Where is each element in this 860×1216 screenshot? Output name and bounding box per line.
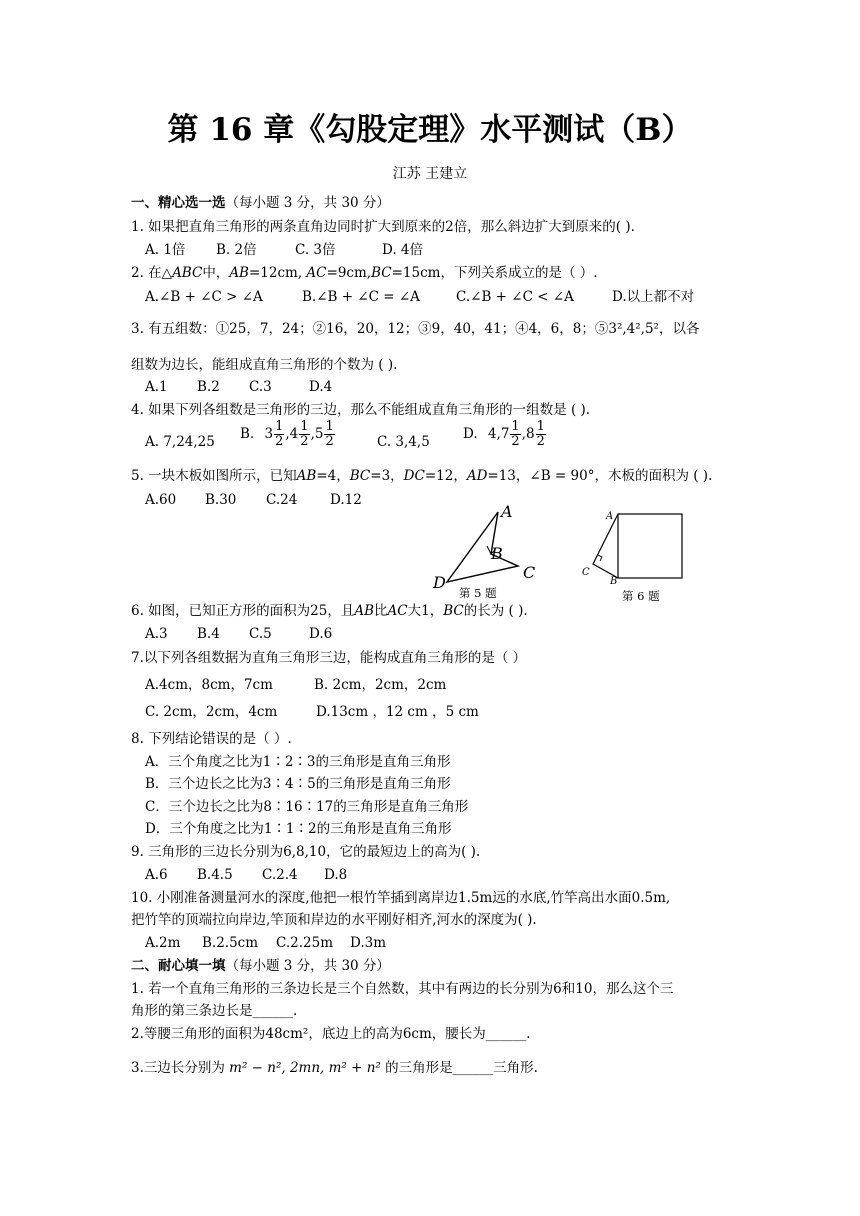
q5-var: AD bbox=[466, 468, 488, 484]
q6-var: AC bbox=[387, 603, 408, 619]
fraction: $\frac{1}{2}$ bbox=[536, 419, 545, 449]
figure-5-label-a: A bbox=[501, 502, 513, 521]
q4-b-label: B. bbox=[240, 426, 255, 442]
question-10-line2: 把竹竿的顶端拉向岸边,竿顶和岸边的水平刚好相齐,河水的深度为( ). bbox=[131, 912, 537, 928]
q7-option-b: B. 2cm，2cm，2cm bbox=[314, 677, 447, 693]
section-title: 一、精心选一选 bbox=[131, 195, 226, 211]
mixed-number-whole: 3 bbox=[264, 426, 274, 442]
q2-var: BC bbox=[371, 265, 392, 281]
q6-option-c: C.5 bbox=[249, 626, 272, 642]
q1-option-d: D. 4倍 bbox=[382, 242, 424, 258]
q8-option-b: B．三个边长之比为3∶4∶5的三角形是直角三角形 bbox=[145, 776, 451, 792]
q2-text: =12cm, bbox=[248, 265, 307, 281]
q10-option-c: C.2.25m bbox=[276, 935, 333, 951]
fraction: $\frac{1}{2}$ bbox=[275, 419, 284, 449]
q2-var: AB bbox=[229, 265, 249, 281]
q5-var: AB bbox=[296, 468, 317, 484]
q5-option-b: B.30 bbox=[205, 492, 237, 508]
q1-option-b: B. 2倍 bbox=[216, 242, 257, 258]
figure-5-quadrilateral bbox=[425, 498, 555, 604]
q1-option-a: A. 1倍 bbox=[145, 242, 186, 258]
question-10-line1: 10. 小刚准备测量河水的深度,他把一根竹竿插到离岸边1.5m远的水底,竹竿高出水面0.5m, bbox=[131, 890, 671, 906]
figure-6-label-c: C bbox=[582, 567, 590, 578]
q5-option-a: A.60 bbox=[145, 492, 177, 508]
q5-text: 5. 一块木板如图所示，已知 bbox=[131, 468, 297, 484]
q5-text: =12， bbox=[424, 468, 467, 484]
figure-6-square-triangle bbox=[576, 504, 686, 606]
q5-text: =4， bbox=[316, 468, 350, 484]
q6-text: 的长为 ( ). bbox=[463, 603, 528, 619]
q6-option-b: B.4 bbox=[197, 626, 220, 642]
question-6-stem bbox=[131, 601, 528, 621]
section-note: （每小题 3 分，共 30 分） bbox=[225, 195, 390, 211]
q5-text: =13，∠B = 90°，木板的面积为 ( ). bbox=[487, 468, 713, 484]
figure-5-label-c: C bbox=[523, 563, 536, 582]
q6-option-d: D.6 bbox=[309, 626, 333, 642]
q5-text: =3， bbox=[370, 468, 404, 484]
q3-option-a: A.1 bbox=[145, 379, 168, 395]
q5-var: BC bbox=[349, 468, 371, 484]
q10-option-d: D.3m bbox=[350, 935, 387, 951]
mixed-number-whole: ,8 bbox=[521, 426, 535, 442]
mixed-number-whole: ,4 bbox=[285, 426, 299, 442]
q10-option-a: A.2m bbox=[145, 935, 181, 951]
question-3-line2: 组数为边长，能组成直角三角形的个数为 ( ). bbox=[131, 357, 398, 373]
q3-option-b: B.2 bbox=[197, 379, 220, 395]
fill-2: 2.等腰三角形的面积为48cm²，底边上的高为6cm，腰长为______. bbox=[131, 1026, 531, 1042]
question-9-stem: 9. 三角形的三边长分别为6,8,10，它的最短边上的高为( ). bbox=[131, 844, 481, 860]
q2-text: 中， bbox=[202, 265, 230, 281]
page-title: 第 16 章《勾股定理》水平测试（B） bbox=[167, 112, 693, 148]
fraction: $\frac{1}{2}$ bbox=[511, 419, 520, 449]
fraction: $\frac{1}{2}$ bbox=[300, 419, 309, 449]
right-angle-mark bbox=[598, 555, 602, 561]
figure-6-caption: 第 6 题 bbox=[622, 589, 660, 603]
q1-option-c: C. 3倍 bbox=[295, 242, 336, 258]
q8-option-c: C．三个边长之比为8∶16∶17的三角形是直角三角形 bbox=[145, 799, 469, 815]
fill-1-line1: 1. 若一个直角三角形的三条边长是三个自然数，其中有两边的长分别为6和10，那么这个三 bbox=[131, 981, 674, 997]
section-heading-choice bbox=[131, 193, 390, 213]
q6-var: AB bbox=[354, 603, 375, 619]
q7-option-a: A.4cm，8cm，7cm bbox=[145, 677, 273, 693]
q9-option-d: D.8 bbox=[324, 867, 348, 883]
q9-option-b: B.4.5 bbox=[197, 867, 233, 883]
q4-d-label: D. bbox=[463, 426, 478, 442]
figure-6-label-a: A bbox=[606, 511, 614, 522]
q7-option-d: D.13cm ，12 cm ，5 cm bbox=[316, 704, 479, 720]
question-5-stem bbox=[131, 466, 712, 486]
fill-3 bbox=[131, 1058, 538, 1078]
fill-3-text: 的三角形是______三角形. bbox=[380, 1060, 538, 1076]
question-4-stem: 4. 如果下列各组数是三角形的三边，那么不能组成直角三角形的一组数是 ( ). bbox=[131, 402, 591, 418]
q4-option-d bbox=[463, 420, 547, 449]
q7-option-c: C. 2cm，2cm，4cm bbox=[145, 704, 278, 720]
fraction: $\frac{1}{2}$ bbox=[325, 419, 334, 449]
fill-1-line2: 角形的第三条边长是______. bbox=[131, 1003, 298, 1019]
mixed-number-whole: ,5 bbox=[310, 426, 324, 442]
q5-option-c: C.24 bbox=[266, 492, 298, 508]
q5-option-d: D.12 bbox=[330, 492, 362, 508]
q2-text: 2. 在△ bbox=[131, 265, 173, 281]
mixed-number-whole: 4,7 bbox=[487, 426, 510, 442]
q4-option-c: C. 3,4,5 bbox=[377, 434, 430, 450]
q4-option-a: A. 7,24,25 bbox=[145, 434, 215, 450]
section-heading-fill bbox=[131, 956, 390, 976]
q5-var: DC bbox=[403, 468, 425, 484]
section-title: 二、耐心填一填 bbox=[131, 958, 226, 974]
q2-option-c: C.∠B + ∠C < ∠A bbox=[456, 289, 574, 305]
q4-option-b bbox=[240, 420, 336, 449]
figure-5-label-b: B bbox=[491, 544, 503, 563]
q3-option-c: C.3 bbox=[249, 379, 272, 395]
author-line: 江苏 王建立 bbox=[392, 166, 468, 182]
q2-var: ABC bbox=[172, 265, 203, 281]
figure-5-outline bbox=[447, 512, 518, 582]
q6-text: 大1， bbox=[407, 603, 444, 619]
q2-var: AC bbox=[306, 265, 327, 281]
question-8-stem: 8. 下列结论错误的是（ ）. bbox=[131, 731, 292, 747]
figure-5-caption: 第 5 题 bbox=[459, 586, 497, 600]
q6-var: BC bbox=[443, 603, 464, 619]
q8-option-d: D．三个角度之比为1∶1∶2的三角形是直角三角形 bbox=[145, 821, 452, 837]
fill-3-expression: m² − n², 2mn, m² + n² bbox=[229, 1060, 381, 1076]
fill-3-text: 3.三边长分别为 bbox=[131, 1060, 230, 1076]
q9-option-c: C.2.4 bbox=[262, 867, 298, 883]
q2-option-d: D.以上都不对 bbox=[612, 289, 695, 305]
figure-6-triangle bbox=[593, 514, 618, 578]
q2-text: =9cm, bbox=[326, 265, 372, 281]
question-1-stem: 1. 如果把直角三角形的两条直角边同时扩大到原来的2倍，那么斜边扩大到原来的( ). bbox=[131, 219, 635, 235]
question-7-stem: 7.以下列各组数据为直角三角形三边，能构成直角三角形的是（ ） bbox=[131, 650, 527, 666]
q2-text: =15cm，下列关系成立的是（ ）. bbox=[391, 265, 598, 281]
q2-option-b: B.∠B + ∠C = ∠A bbox=[302, 289, 420, 305]
q10-option-b: B.2.5cm bbox=[202, 935, 259, 951]
q9-option-a: A.6 bbox=[145, 867, 168, 883]
figure-6-square bbox=[618, 514, 682, 578]
figure-6-label-b: B bbox=[610, 576, 618, 587]
figure-5-label-d: D bbox=[433, 573, 446, 592]
q6-text: 比 bbox=[374, 603, 388, 619]
q3-option-d: D.4 bbox=[309, 379, 333, 395]
section-note: （每小题 3 分，共 30 分） bbox=[225, 958, 390, 974]
question-3-line1: 3. 有五组数：①25，7，24；②16，20，12；③9，40，41；④4，6，8；⑤3²,4²,5²，以各 bbox=[131, 321, 700, 337]
q6-option-a: A.3 bbox=[145, 626, 168, 642]
q8-option-a: A．三个角度之比为1∶2∶3的三角形是直角三角形 bbox=[145, 754, 451, 770]
q6-text: 6. 如图，已知正方形的面积为25，且 bbox=[131, 603, 355, 619]
question-2-stem bbox=[131, 263, 598, 283]
q2-option-a: A.∠B + ∠C > ∠A bbox=[145, 289, 263, 305]
